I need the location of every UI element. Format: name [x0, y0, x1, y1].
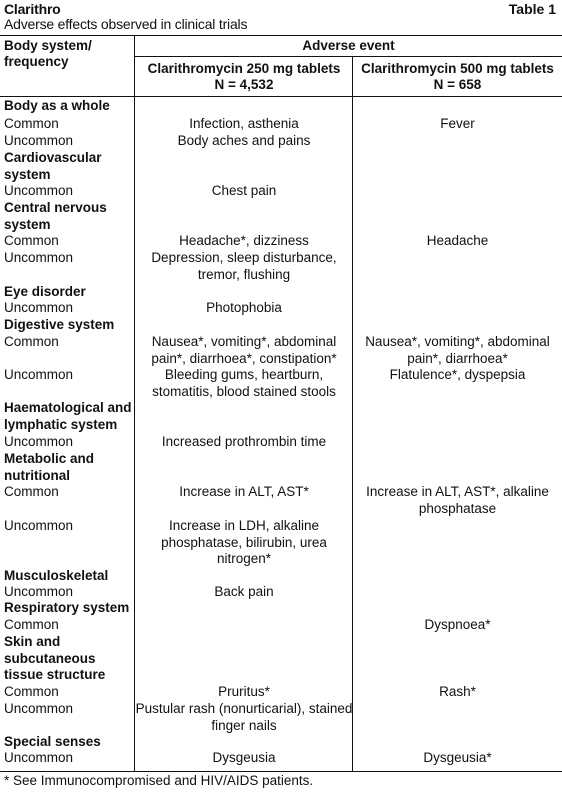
cell-500mg: Dysgeusia*: [423, 750, 492, 765]
frequency-label: Uncommon: [4, 133, 74, 148]
frequency-label: Uncommon: [4, 250, 74, 265]
body-system-label: Body as a whole: [4, 98, 110, 113]
cell-500mg: Headache: [426, 233, 489, 248]
body-system-label: Central nervous system: [4, 200, 107, 232]
column-divider-2: [352, 56, 353, 771]
cell-250mg: Increased prothrombin time: [161, 434, 327, 449]
column-header-250mg-n: N = 4,532: [214, 77, 274, 92]
body-system-label: Eye disorder: [4, 284, 86, 299]
cell-250mg: Chest pain: [211, 183, 277, 198]
cell-250mg: Increase in LDH, alkaline phosphatase, bilirubin, urea nitrogen*: [161, 518, 327, 567]
cell-250mg: Nausea*, vomiting*, abdominal pain*, diarrhoea*, constipation*: [151, 334, 337, 366]
column-header-500mg-name: Clarithromycin 500 mg tablets: [361, 61, 554, 76]
body-system-label: Skin and subcutaneous tissue structure: [4, 634, 106, 683]
cell-250mg: Increase in ALT, AST*: [179, 484, 309, 499]
frequency-label: Common: [4, 617, 59, 632]
footnote: * See Immunocompromised and HIV/AIDS patients.: [4, 773, 314, 788]
frequency-label: Uncommon: [4, 183, 74, 198]
table-subtitle: Adverse effects observed in clinical trials: [4, 16, 248, 32]
cell-500mg: Increase in ALT, AST*, alkaline phosphatase: [366, 484, 549, 516]
body-system-label: Metabolic and nutritional: [4, 451, 95, 483]
frequency-label: Common: [4, 233, 59, 248]
column-header-500mg-n: N = 658: [433, 77, 482, 92]
cell-250mg: Pruritus*: [218, 684, 270, 699]
frequency-label: Common: [4, 334, 59, 349]
column-header-body-system: Body system/ frequency: [4, 38, 92, 69]
frequency-label: Uncommon: [4, 434, 74, 449]
frequency-label: Common: [4, 116, 59, 131]
frequency-label: Uncommon: [4, 300, 74, 315]
cell-250mg: Back pain: [214, 584, 274, 599]
cell-250mg: Dysgeusia: [212, 750, 276, 765]
cell-250mg: Photophobia: [206, 300, 282, 315]
cell-500mg: Rash*: [439, 684, 476, 699]
cell-500mg: Fever: [440, 116, 475, 131]
cell-250mg: Infection, asthenia: [189, 116, 299, 131]
frequency-label: Uncommon: [4, 701, 74, 716]
body-system-label: Musculoskeletal: [4, 568, 109, 583]
body-system-label: Respiratory system: [4, 600, 130, 615]
cell-250mg: Pustular rash (nonurticarial), stained finger nails: [135, 701, 353, 733]
header-bottom-rule: [0, 96, 562, 97]
frequency-label: Uncommon: [4, 518, 74, 533]
cell-250mg: Body aches and pains: [177, 133, 311, 148]
cell-500mg: Flatulence*, dyspepsia: [389, 367, 526, 382]
bottom-rule: [0, 771, 562, 772]
column-header-250mg-name: Clarithromycin 250 mg tablets: [147, 61, 341, 76]
column-header-500mg: [353, 61, 562, 93]
body-system-label: Special senses: [4, 734, 101, 749]
cell-500mg: Dyspnoea*: [424, 617, 491, 632]
header-divider: [135, 56, 562, 57]
frequency-label: Uncommon: [4, 750, 74, 765]
cell-500mg: Nausea*, vomiting*, abdominal pain*, diarrhoea*: [365, 334, 550, 366]
cell-250mg: Depression, sleep disturbance, tremor, flushing: [151, 250, 337, 282]
document-title: Clarithro: [4, 1, 61, 17]
frequency-label: Uncommon: [4, 584, 74, 599]
frequency-label: Common: [4, 484, 59, 499]
frequency-label: Common: [4, 684, 59, 699]
body-system-label: Digestive system: [4, 317, 115, 332]
table-label: Table 1: [508, 1, 556, 17]
column-headers: [0, 36, 562, 96]
table-header: [4, 0, 558, 34]
frequency-label: Uncommon: [4, 367, 74, 382]
column-header-250mg: [135, 61, 353, 93]
cell-250mg: Bleeding gums, heartburn, stomatitis, blood stained stools: [152, 367, 336, 399]
column-header-adverse-event: Adverse event: [302, 38, 395, 53]
cell-250mg: Headache*, dizziness: [179, 233, 309, 248]
body-system-label: Haematological and lymphatic system: [4, 400, 132, 432]
body-system-label: Cardiovascular system: [4, 150, 102, 182]
